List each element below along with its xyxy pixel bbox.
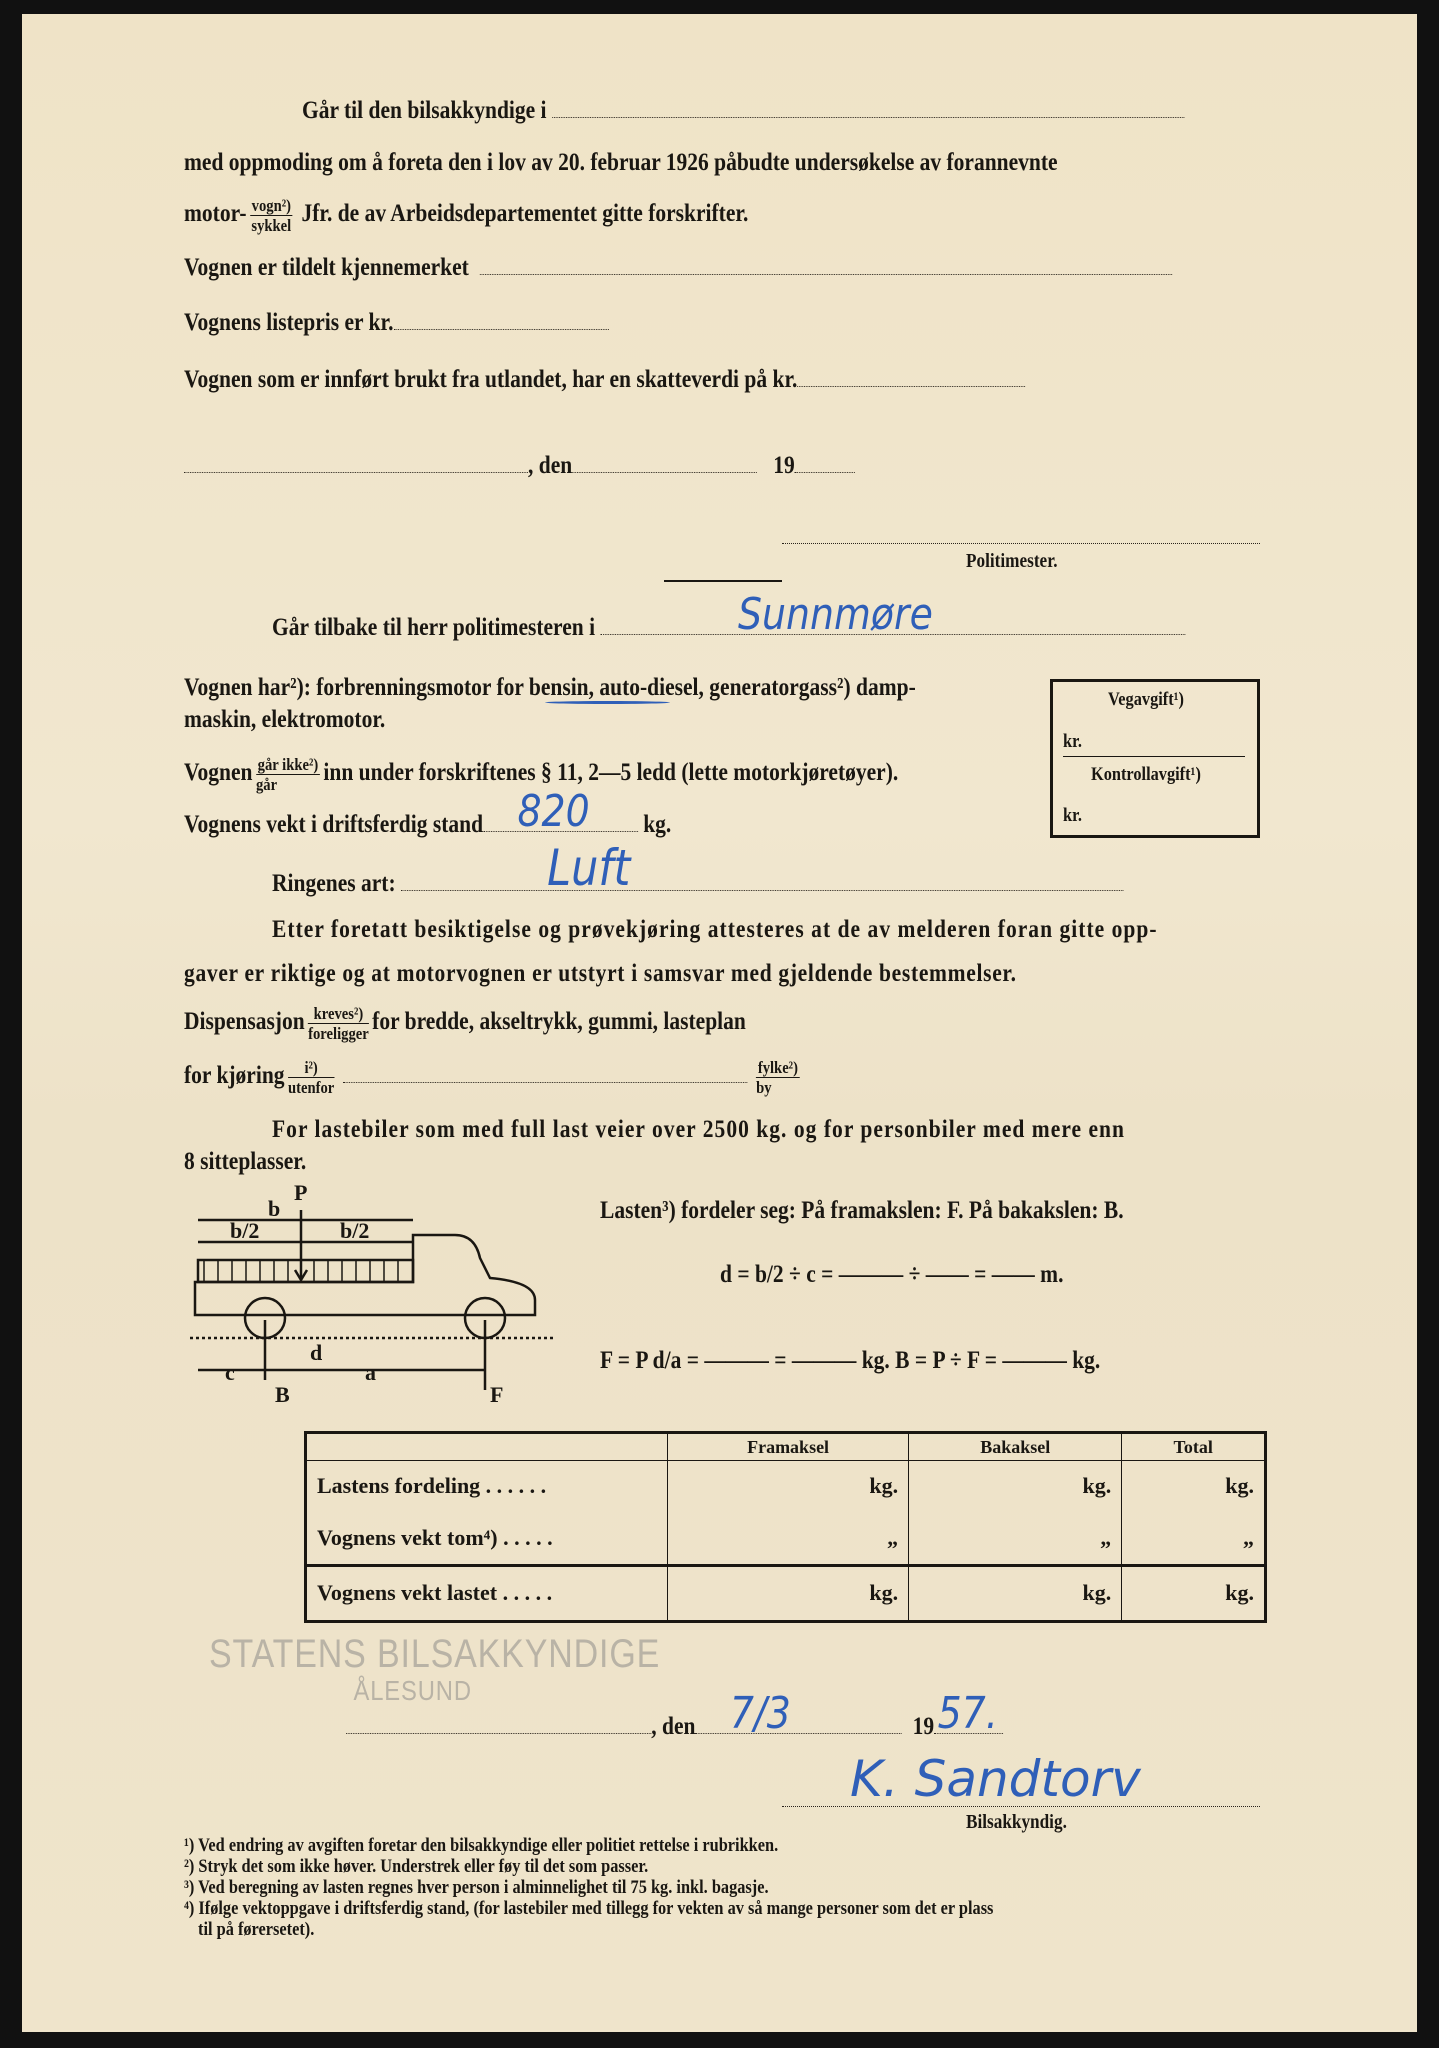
formula-d: d = b/2 ÷ c = ——— ÷ —— = —— m. bbox=[720, 1261, 1064, 1288]
table-row: Lastens fordeling . . . . . . kg. kg. kg. bbox=[306, 1461, 1266, 1512]
field-listepris[interactable] bbox=[393, 328, 608, 330]
label-vegavgift: Vegavgift¹) bbox=[1108, 689, 1185, 710]
label-B: B bbox=[275, 1382, 290, 1405]
header-bakaksel: Bakaksel bbox=[909, 1433, 1122, 1461]
line-sitteplasser: 8 sitteplasser. bbox=[184, 1148, 307, 1175]
label-a: a bbox=[365, 1360, 376, 1385]
underline-bensin bbox=[545, 701, 670, 704]
line-tilbake: Går tilbake til herr politimesteren i Sunnmøre bbox=[272, 613, 1185, 643]
handwritten-vekt: 820 bbox=[517, 786, 590, 837]
field-year[interactable] bbox=[795, 471, 855, 473]
politimester-signature-line bbox=[782, 543, 1260, 544]
line-vekt: Vognens vekt i driftsferdig stand 820 kg. bbox=[184, 786, 672, 838]
field-vekt[interactable] bbox=[483, 786, 638, 837]
label-politimester: Politimester. bbox=[966, 550, 1058, 572]
field-kjennemerke[interactable] bbox=[480, 273, 1172, 275]
field-place-bottom[interactable] bbox=[346, 1732, 651, 1734]
line-skatteverdi: Vognen som er innført brukt fra utlandet, har en skatteverdi på kr. bbox=[184, 365, 1025, 395]
header-framaksel: Framaksel bbox=[668, 1433, 909, 1461]
line-listepris: Vognens listepris er kr. bbox=[184, 308, 608, 338]
line-bilsakkyndige: Går til den bilsakkyndige i bbox=[302, 96, 1184, 126]
footnote-3: ³) Ved beregning av lasten regnes hver person i alminnelighet til 75 kg. inkl. bagasje. bbox=[184, 1877, 769, 1898]
field-kontrollavgift[interactable]: kr. bbox=[1063, 805, 1082, 826]
line-den-bottom: , den 7/3 19 57. bbox=[346, 1712, 1003, 1742]
label-kontrollavgift: Kontrollavgift¹) bbox=[1091, 764, 1201, 785]
field-date[interactable] bbox=[572, 471, 757, 473]
field-place[interactable] bbox=[184, 471, 528, 473]
line-kjoring: for kjøring $\frac{\text{i²)}}{\text{utenfor}}$ $\frac{\text{fylke²)}}{by}$ bbox=[184, 1058, 798, 1097]
line-lastebiler: For lastebiler som med full last veier over 2500 kg. og for personbiler med mere enn bbox=[272, 1116, 1126, 1143]
line-oppgaver: gaver er riktige og at motorvognen er utstyrt i samsvar med gjeldende bestemmelser. bbox=[184, 960, 1017, 987]
line-den: , den 19 bbox=[184, 451, 855, 481]
footnote-1: ¹) Ved endring av avgiften foretar den bilsakkyndige eller politiet rettelse i rubrikken. bbox=[184, 1835, 779, 1856]
line-dispensasjon: Dispensasjon $\frac{\text{kreves²)}}{\text{foreligger}}$ for bredde, akseltrykk, gummi, lasteplan bbox=[184, 1004, 746, 1043]
line-motortype-2: maskin, elektromotor. bbox=[184, 706, 386, 733]
line-motortype: Vognen har²): forbrenningsmotor for bensin, auto-diesel, generatorgass²) damp- bbox=[184, 674, 916, 701]
label-c: c bbox=[225, 1360, 235, 1385]
formula-f: F = P d/a = ——— = ——— kg. B = P ÷ F = ——— kg. bbox=[600, 1347, 1101, 1374]
field-kjoring[interactable] bbox=[343, 1081, 747, 1083]
table-row: Vognens vekt lastet . . . . . kg. kg. kg. bbox=[306, 1565, 1266, 1621]
label-b: b bbox=[268, 1196, 281, 1221]
load-distribution-table bbox=[304, 1431, 1267, 1623]
handwritten-date: 7/3 bbox=[729, 1688, 791, 1739]
truck-load-diagram bbox=[190, 1180, 560, 1405]
line-kjennemerke: Vognen er tildelt kjennemerket bbox=[184, 253, 1172, 283]
field-year-bottom[interactable] bbox=[934, 1688, 1003, 1739]
line-ringer: Ringenes art: Luft bbox=[272, 869, 1123, 899]
field-skatteverdi[interactable] bbox=[797, 385, 1025, 387]
line-etter: Etter foretatt besiktigelse og prøvekjøring attesteres at de av melderen foran gitte opp- bbox=[272, 916, 1158, 943]
line-lasten: Lasten³) fordeler seg: På framakslen: F. På bakakslen: B. bbox=[600, 1197, 1124, 1224]
stamp: STATENS BILSAKKYNDIGE ÅLESUND bbox=[209, 1632, 661, 1706]
avgift-box bbox=[1050, 679, 1260, 838]
field-bilsakkyndige[interactable] bbox=[552, 116, 1184, 118]
footnote-2: ²) Stryk det som ikke høver. Understrek eller føy til det som passer. bbox=[184, 1856, 649, 1877]
table-row: Vognens vekt tom⁴) . . . . . „ „ „ bbox=[306, 1512, 1266, 1565]
box-divider bbox=[1063, 756, 1245, 757]
handwritten-luft: Luft bbox=[547, 839, 631, 897]
line-oppmoding: med oppmoding om å foreta den i lov av 20. februar 1926 påbudte undersøkelse av forannevnte bbox=[184, 149, 1058, 176]
label-F: F bbox=[490, 1382, 504, 1405]
footnote-4: ⁴) Ifølge vektoppgave i driftsferdig stand, (for lastebiler med tillegg for vekten av så mange personer som det er plass bbox=[184, 1898, 994, 1919]
handwritten-sunnmore: Sunnmøre bbox=[738, 589, 933, 640]
label-bilsakkyndig: Bilsakkyndig. bbox=[966, 1811, 1067, 1833]
footnote-4-cont: til på førersetet). bbox=[198, 1919, 315, 1940]
label-b-half-1: b/2 bbox=[230, 1218, 260, 1243]
field-vegavgift[interactable]: kr. bbox=[1063, 731, 1082, 752]
label-b-half-2: b/2 bbox=[340, 1218, 370, 1243]
line-motor: motor- $\frac{\text{vogn²)}}{\text{sykkel}}$ Jfr. de av Arbeidsdepartementet gitte forskrifter. bbox=[184, 196, 749, 235]
field-tilbake[interactable] bbox=[600, 589, 1185, 640]
label-P: P bbox=[294, 1180, 308, 1205]
line-gaar: Vognen $\frac{\text{går ikke²)}}{\text{går}}$ inn under forskriftenes § 11, 2—5 ledd (lette motorkjøretøyer). bbox=[184, 755, 899, 794]
header-total: Total bbox=[1122, 1433, 1266, 1461]
signature: K. Sandtorv bbox=[850, 1750, 1141, 1808]
divider bbox=[664, 580, 782, 582]
label-d: d bbox=[310, 1340, 323, 1365]
handwritten-year: 57. bbox=[937, 1688, 998, 1739]
table-header-row bbox=[306, 1433, 1266, 1461]
